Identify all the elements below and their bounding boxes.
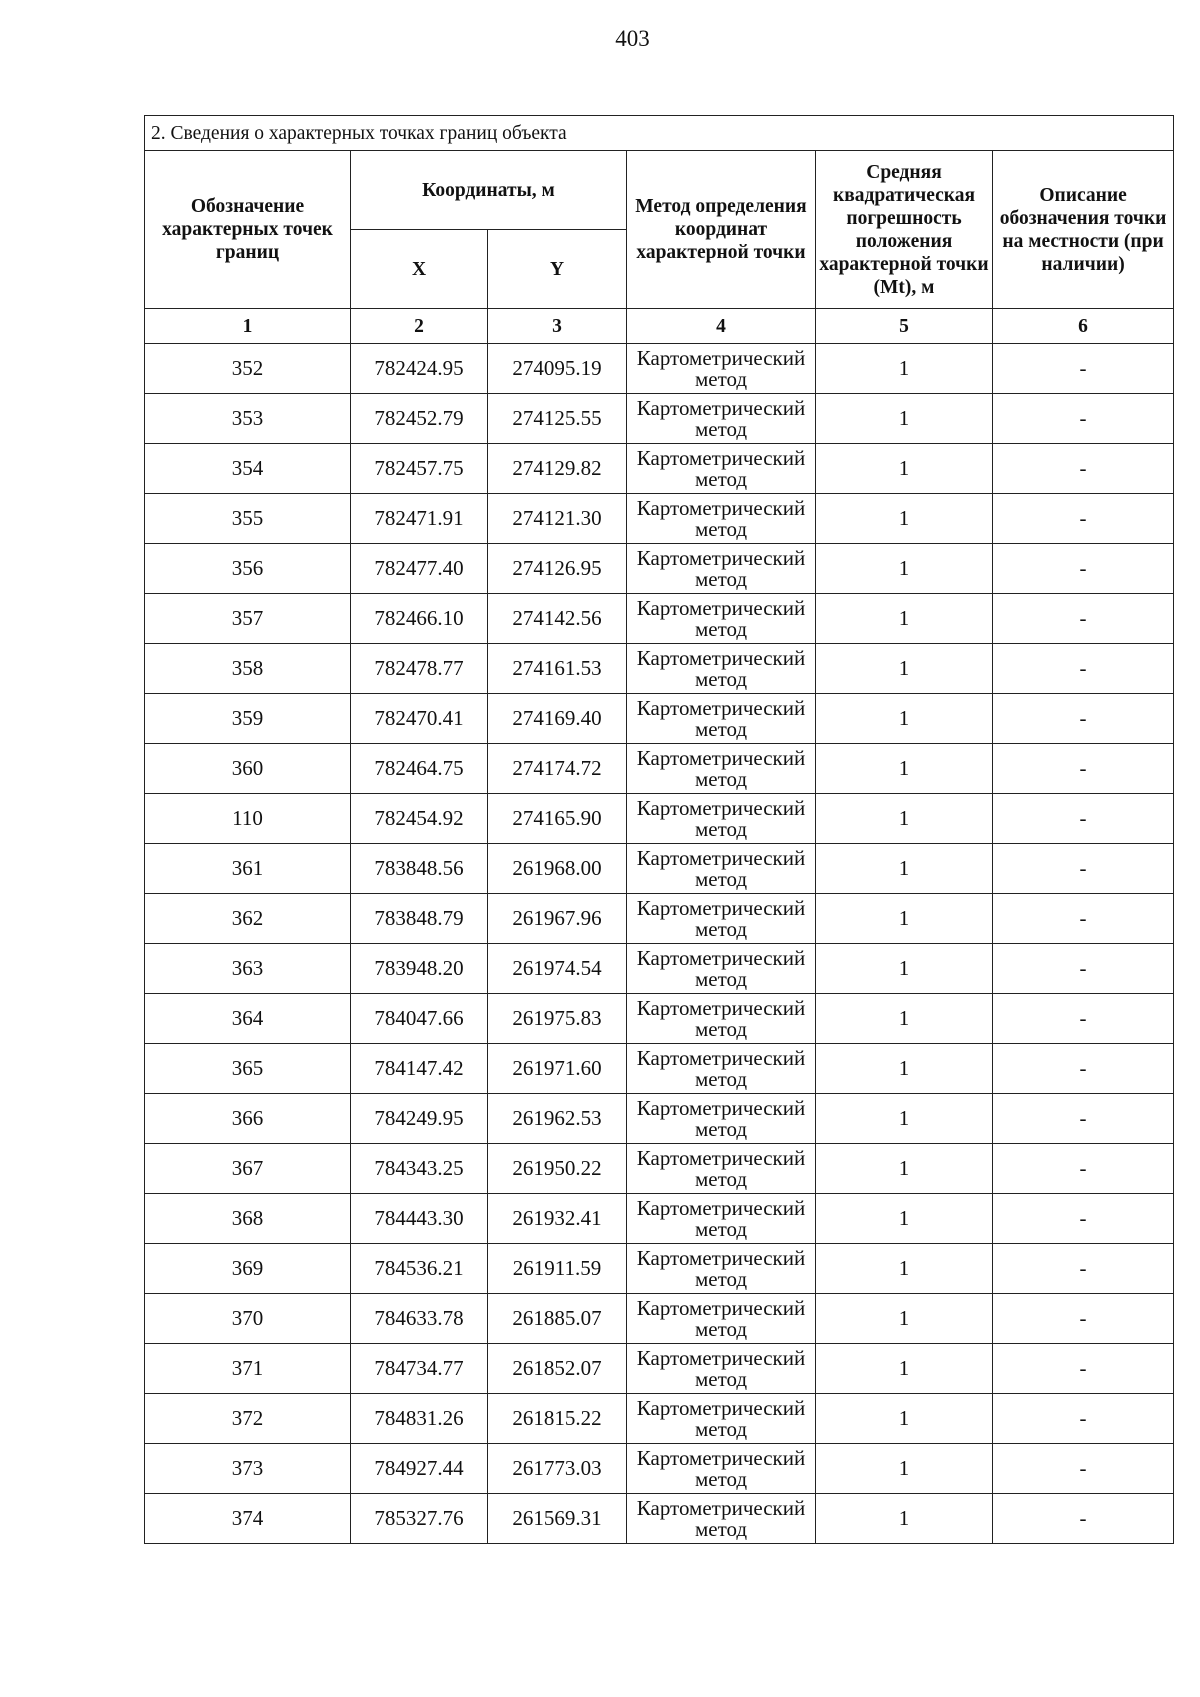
y-coordinate-cell: 274174.72 <box>488 744 627 794</box>
table-row <box>145 644 1174 694</box>
header-method: Метод определения координат характерной точки <box>627 151 816 309</box>
header-designation: Обозначение характерных точек границ <box>145 151 351 309</box>
table-body <box>145 344 1174 1544</box>
x-coordinate-cell: 782457.75 <box>351 444 488 494</box>
table-row <box>145 594 1174 644</box>
method-cell: Картометрический метод <box>627 1244 816 1294</box>
x-coordinate-cell: 784343.25 <box>351 1144 488 1194</box>
description-cell: - <box>993 894 1174 944</box>
table-row <box>145 1244 1174 1294</box>
method-cell: Картометрический метод <box>627 594 816 644</box>
y-coordinate-cell: 261773.03 <box>488 1444 627 1494</box>
table-row <box>145 694 1174 744</box>
table-row <box>145 1494 1174 1544</box>
x-coordinate-cell: 785327.76 <box>351 1494 488 1544</box>
description-cell: - <box>993 444 1174 494</box>
table-row <box>145 1394 1174 1444</box>
table-row <box>145 394 1174 444</box>
x-coordinate-cell: 784734.77 <box>351 1344 488 1394</box>
method-cell: Картометрический метод <box>627 444 816 494</box>
y-coordinate-cell: 261974.54 <box>488 944 627 994</box>
description-cell: - <box>993 944 1174 994</box>
point-cell: 361 <box>145 844 351 894</box>
method-cell: Картометрический метод <box>627 1294 816 1344</box>
error-cell: 1 <box>816 894 993 944</box>
y-coordinate-cell: 261971.60 <box>488 1044 627 1094</box>
method-cell: Картометрический метод <box>627 794 816 844</box>
table-row <box>145 1194 1174 1244</box>
column-number: 2 <box>351 309 488 344</box>
description-cell: - <box>993 344 1174 394</box>
boundary-points-table <box>144 115 1174 1544</box>
error-cell: 1 <box>816 794 993 844</box>
method-cell: Картометрический метод <box>627 1044 816 1094</box>
error-cell: 1 <box>816 594 993 644</box>
method-cell: Картометрический метод <box>627 994 816 1044</box>
table-caption: 2. Сведения о характерных точках границ объекта <box>145 116 1174 151</box>
x-coordinate-cell: 784831.26 <box>351 1394 488 1444</box>
method-cell: Картометрический метод <box>627 1194 816 1244</box>
column-number: 5 <box>816 309 993 344</box>
y-coordinate-cell: 261852.07 <box>488 1344 627 1394</box>
y-coordinate-cell: 261968.00 <box>488 844 627 894</box>
method-cell: Картометрический метод <box>627 544 816 594</box>
description-cell: - <box>993 994 1174 1044</box>
x-coordinate-cell: 782466.10 <box>351 594 488 644</box>
point-cell: 366 <box>145 1094 351 1144</box>
error-cell: 1 <box>816 644 993 694</box>
error-cell: 1 <box>816 444 993 494</box>
column-number: 3 <box>488 309 627 344</box>
point-cell: 367 <box>145 1144 351 1194</box>
description-cell: - <box>993 544 1174 594</box>
error-cell: 1 <box>816 694 993 744</box>
y-coordinate-cell: 261932.41 <box>488 1194 627 1244</box>
method-cell: Картометрический метод <box>627 344 816 394</box>
point-cell: 363 <box>145 944 351 994</box>
point-cell: 368 <box>145 1194 351 1244</box>
y-coordinate-cell: 274169.40 <box>488 694 627 744</box>
x-coordinate-cell: 784147.42 <box>351 1044 488 1094</box>
method-cell: Картометрический метод <box>627 894 816 944</box>
table-row <box>145 944 1174 994</box>
point-cell: 358 <box>145 644 351 694</box>
header-x: X <box>351 230 488 309</box>
description-cell: - <box>993 1444 1174 1494</box>
error-cell: 1 <box>816 394 993 444</box>
x-coordinate-cell: 782470.41 <box>351 694 488 744</box>
description-cell: - <box>993 1294 1174 1344</box>
description-cell: - <box>993 1194 1174 1244</box>
point-cell: 374 <box>145 1494 351 1544</box>
table-row <box>145 494 1174 544</box>
error-cell: 1 <box>816 1194 993 1244</box>
error-cell: 1 <box>816 994 993 1044</box>
table-row <box>145 1144 1174 1194</box>
y-coordinate-cell: 261815.22 <box>488 1394 627 1444</box>
method-cell: Картометрический метод <box>627 1394 816 1444</box>
x-coordinate-cell: 784249.95 <box>351 1094 488 1144</box>
page-number: 403 <box>615 26 650 51</box>
description-cell: - <box>993 694 1174 744</box>
method-cell: Картометрический метод <box>627 844 816 894</box>
table-row <box>145 344 1174 394</box>
description-cell: - <box>993 1044 1174 1094</box>
error-cell: 1 <box>816 1044 993 1094</box>
y-coordinate-cell: 261569.31 <box>488 1494 627 1544</box>
y-coordinate-cell: 274126.95 <box>488 544 627 594</box>
point-cell: 356 <box>145 544 351 594</box>
point-cell: 110 <box>145 794 351 844</box>
error-cell: 1 <box>816 344 993 394</box>
error-cell: 1 <box>816 494 993 544</box>
description-cell: - <box>993 794 1174 844</box>
y-coordinate-cell: 274121.30 <box>488 494 627 544</box>
method-cell: Картометрический метод <box>627 494 816 544</box>
point-cell: 353 <box>145 394 351 444</box>
error-cell: 1 <box>816 1344 993 1394</box>
table-row <box>145 894 1174 944</box>
description-cell: - <box>993 1244 1174 1294</box>
point-cell: 365 <box>145 1044 351 1094</box>
error-cell: 1 <box>816 744 993 794</box>
method-cell: Картометрический метод <box>627 1144 816 1194</box>
point-cell: 373 <box>145 1444 351 1494</box>
point-cell: 364 <box>145 994 351 1044</box>
header-y: Y <box>488 230 627 309</box>
error-cell: 1 <box>816 1144 993 1194</box>
point-cell: 359 <box>145 694 351 744</box>
y-coordinate-cell: 261975.83 <box>488 994 627 1044</box>
point-cell: 352 <box>145 344 351 394</box>
table-row <box>145 1444 1174 1494</box>
table-row <box>145 544 1174 594</box>
point-cell: 370 <box>145 1294 351 1344</box>
error-cell: 1 <box>816 1494 993 1544</box>
x-coordinate-cell: 782454.92 <box>351 794 488 844</box>
point-cell: 362 <box>145 894 351 944</box>
description-cell: - <box>993 394 1174 444</box>
table-row <box>145 1344 1174 1394</box>
header-description: Описание обозначения точки на местности (при наличии) <box>993 151 1174 309</box>
point-cell: 360 <box>145 744 351 794</box>
error-cell: 1 <box>816 544 993 594</box>
description-cell: - <box>993 594 1174 644</box>
method-cell: Картометрический метод <box>627 394 816 444</box>
point-cell: 369 <box>145 1244 351 1294</box>
table-row <box>145 844 1174 894</box>
error-cell: 1 <box>816 944 993 994</box>
point-cell: 357 <box>145 594 351 644</box>
error-cell: 1 <box>816 1244 993 1294</box>
y-coordinate-cell: 261885.07 <box>488 1294 627 1344</box>
x-coordinate-cell: 782464.75 <box>351 744 488 794</box>
description-cell: - <box>993 1144 1174 1194</box>
error-cell: 1 <box>816 1094 993 1144</box>
table-row <box>145 444 1174 494</box>
description-cell: - <box>993 1344 1174 1394</box>
column-number: 4 <box>627 309 816 344</box>
method-cell: Картометрический метод <box>627 744 816 794</box>
description-cell: - <box>993 844 1174 894</box>
x-coordinate-cell: 782424.95 <box>351 344 488 394</box>
y-coordinate-cell: 261962.53 <box>488 1094 627 1144</box>
description-cell: - <box>993 744 1174 794</box>
point-cell: 354 <box>145 444 351 494</box>
table-row <box>145 1094 1174 1144</box>
description-cell: - <box>993 644 1174 694</box>
table-row <box>145 1294 1174 1344</box>
y-coordinate-cell: 261967.96 <box>488 894 627 944</box>
header-coordinates: Координаты, м <box>351 151 627 230</box>
description-cell: - <box>993 1494 1174 1544</box>
column-number: 6 <box>993 309 1174 344</box>
y-coordinate-cell: 274165.90 <box>488 794 627 844</box>
method-cell: Картометрический метод <box>627 694 816 744</box>
point-cell: 371 <box>145 1344 351 1394</box>
point-cell: 355 <box>145 494 351 544</box>
x-coordinate-cell: 783848.79 <box>351 894 488 944</box>
method-cell: Картометрический метод <box>627 644 816 694</box>
y-coordinate-cell: 274161.53 <box>488 644 627 694</box>
error-cell: 1 <box>816 1294 993 1344</box>
x-coordinate-cell: 783848.56 <box>351 844 488 894</box>
table-row <box>145 994 1174 1044</box>
table-row <box>145 744 1174 794</box>
method-cell: Картометрический метод <box>627 1444 816 1494</box>
x-coordinate-cell: 784927.44 <box>351 1444 488 1494</box>
method-cell: Картометрический метод <box>627 1344 816 1394</box>
y-coordinate-cell: 274095.19 <box>488 344 627 394</box>
y-coordinate-cell: 274129.82 <box>488 444 627 494</box>
table-row <box>145 794 1174 844</box>
method-cell: Картометрический метод <box>627 1494 816 1544</box>
x-coordinate-cell: 782478.77 <box>351 644 488 694</box>
description-cell: - <box>993 494 1174 544</box>
y-coordinate-cell: 261950.22 <box>488 1144 627 1194</box>
y-coordinate-cell: 274125.55 <box>488 394 627 444</box>
error-cell: 1 <box>816 844 993 894</box>
x-coordinate-cell: 784633.78 <box>351 1294 488 1344</box>
description-cell: - <box>993 1094 1174 1144</box>
table-row <box>145 1044 1174 1094</box>
description-cell: - <box>993 1394 1174 1444</box>
error-cell: 1 <box>816 1394 993 1444</box>
x-coordinate-cell: 782477.40 <box>351 544 488 594</box>
x-coordinate-cell: 784047.66 <box>351 994 488 1044</box>
x-coordinate-cell: 782471.91 <box>351 494 488 544</box>
method-cell: Картометрический метод <box>627 944 816 994</box>
column-number: 1 <box>145 309 351 344</box>
error-cell: 1 <box>816 1444 993 1494</box>
y-coordinate-cell: 274142.56 <box>488 594 627 644</box>
header-error: Средняя квадратическая погрешность положения характерной точки (Mt), м <box>816 151 993 309</box>
point-cell: 372 <box>145 1394 351 1444</box>
method-cell: Картометрический метод <box>627 1094 816 1144</box>
x-coordinate-cell: 784443.30 <box>351 1194 488 1244</box>
x-coordinate-cell: 784536.21 <box>351 1244 488 1294</box>
x-coordinate-cell: 783948.20 <box>351 944 488 994</box>
x-coordinate-cell: 782452.79 <box>351 394 488 444</box>
y-coordinate-cell: 261911.59 <box>488 1244 627 1294</box>
